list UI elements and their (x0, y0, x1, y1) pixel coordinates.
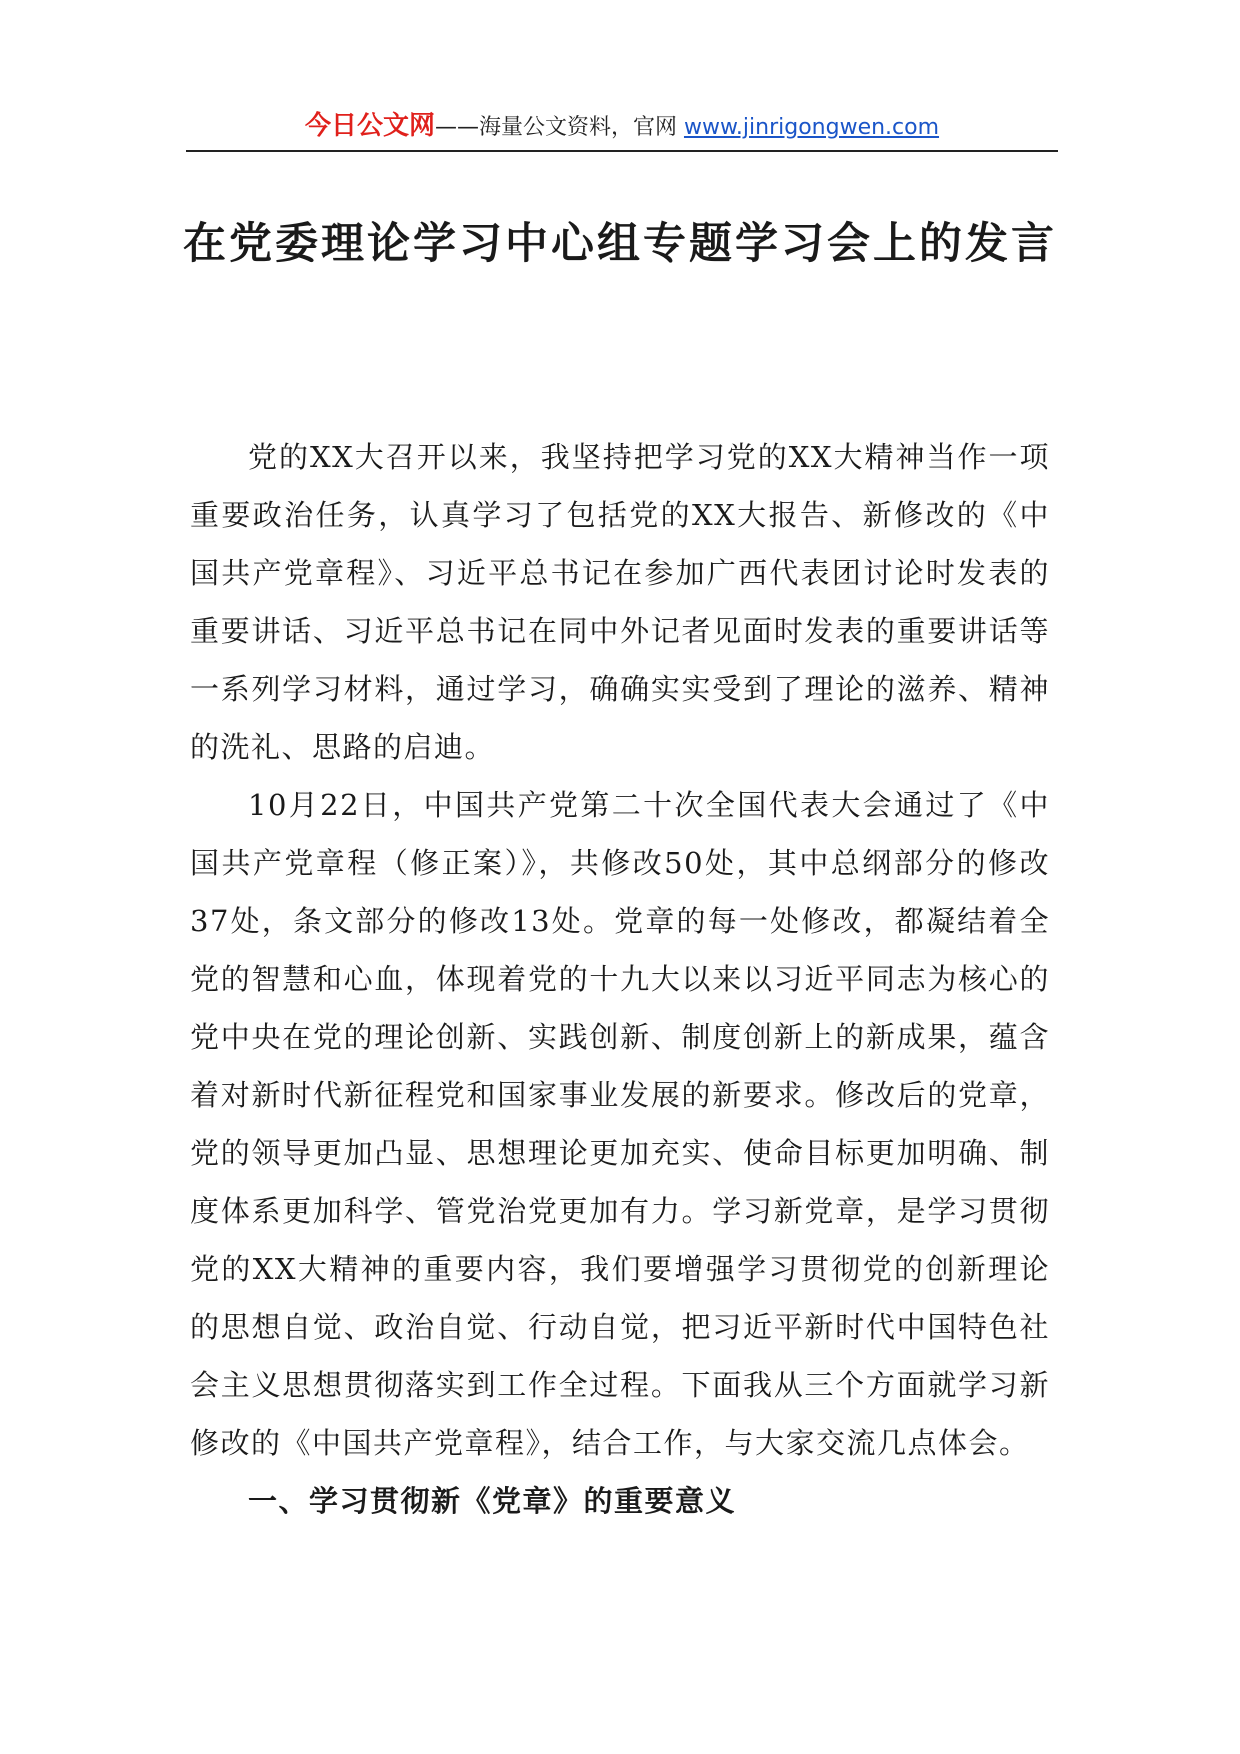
document-body (190, 428, 1050, 1530)
site-header (186, 106, 1058, 150)
document-title: 在党委理论学习中心组专题学习会上的发言 (183, 219, 1057, 269)
site-tagline: ——海量公文资料，官网 (434, 115, 684, 140)
site-url-link[interactable]: www.jinrigongwen.com (683, 115, 940, 140)
body-paragraph-2: 10月22日，中国共产党第二十次全国代表大会通过了《中国共产党章程（修正案）》，共修改50处，其中总纲部分的修改37处，条文部分的修改13处。党章的每一处修改，都凝结着全党的智慧和心血，体现着党的十九大以来以习近平同志为核心的党中央在党的理论创新、实践创新、制度创新上的新成果，蕴含着对新时代新征程党和国家事业发展的新要求。修改后的党章，党的领导更加凸显、思想理论更加充实、使命目标更加明确、制度体系更加科学、管党治党更加有力。学习新党章，是学习贯彻党的XX大精神的重要内容，我们要增强学习贯彻党的创新理论的思想自觉、政治自觉、行动自觉，把习近平新时代中国特色社会主义思想贯彻落实到工作全过程。下面我从三个方面就学习新修改的《中国共产党章程》，结合工作，与大家交流几点体会。 (190, 788, 1050, 1460)
section-heading-1: 一、学习贯彻新《党章》的重要意义 (248, 1484, 737, 1518)
header-divider (186, 150, 1058, 152)
body-paragraph-1: 党的XX大召开以来，我坚持把学习党的XX大精神当作一项重要政治任务，认真学习了包括党的XX大报告、新修改的《中国共产党章程》、习近平总书记在参加广西代表团讨论时发表的重要讲话、习近平总书记在同中外记者见面时发表的重要讲话等一系列学习材料，通过学习，确确实实受到了理论的滋养、精神的洗礼、思路的启迪。 (190, 440, 1050, 764)
site-brand: 今日公文网 (304, 111, 435, 141)
